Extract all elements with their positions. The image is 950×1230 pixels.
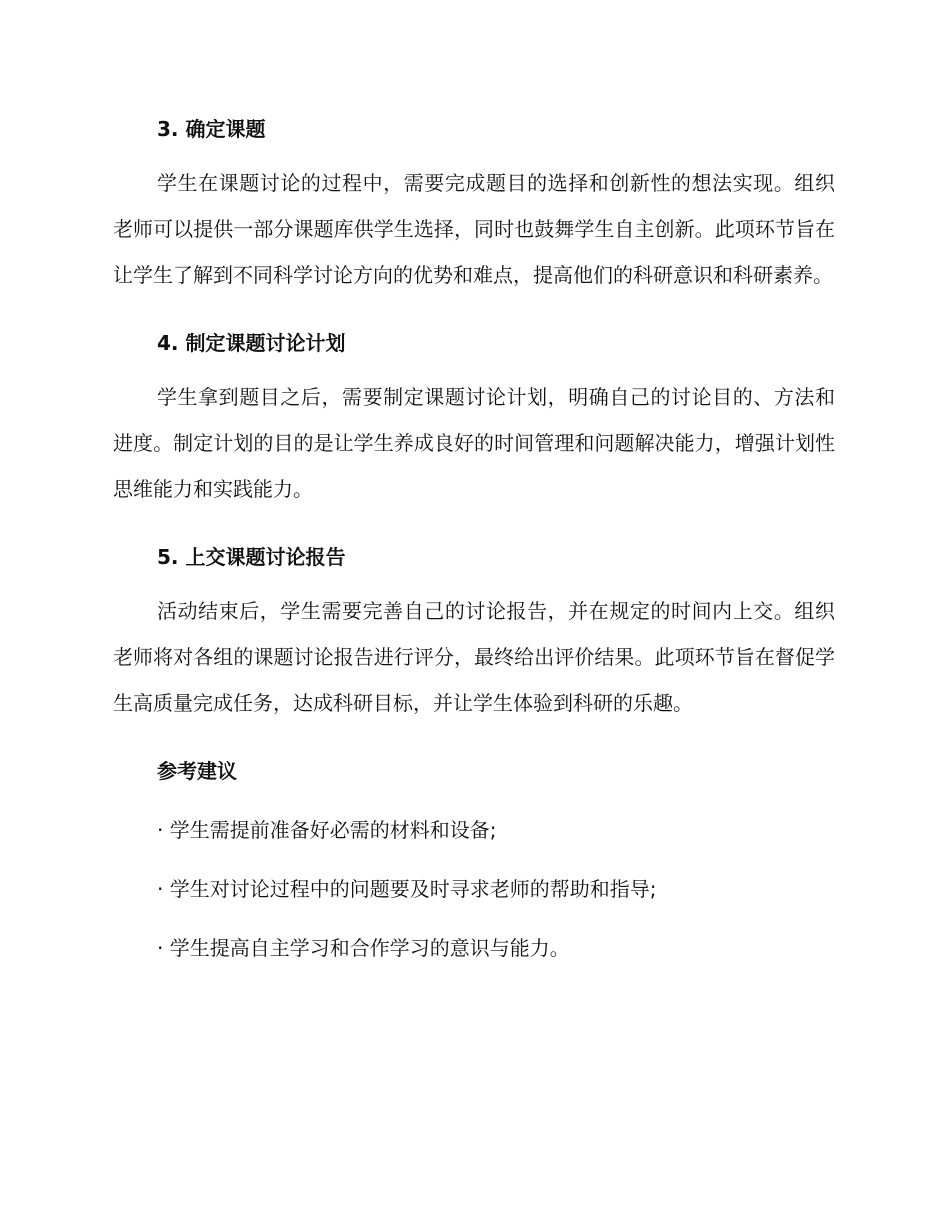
suggestion-item: · 学生提高自主学习和合作学习的意识与能力。 — [157, 936, 570, 960]
section-paragraph-3: 学生在课题讨论的过程中，需要完成题目的选择和创新性的想法实现。组织老师可以提供一部分课题库供学生选择，同时也鼓舞学生自主创新。此项环节旨在让学生了解到不同科学讨论方向的优势和难点，提高他们的科研意识和科研素养。 — [113, 171, 835, 287]
suggestion-item: · 学生对讨论过程中的问题要及时寻求老师的帮助和指导; — [157, 877, 657, 901]
section-heading-5: 5. 上交课题讨论报告 — [157, 545, 346, 569]
suggestion-item: · 学生需提前准备好必需的材料和设备; — [157, 818, 497, 842]
section-paragraph-4: 学生拿到题目之后，需要制定课题讨论计划，明确自己的讨论目的、方法和进度。制定计划的目的是让学生养成良好的时间管理和问题解决能力，增强计划性思维能力和实践能力。 — [113, 385, 835, 501]
suggestions-heading: 参考建议 — [157, 759, 237, 783]
section-heading-4: 4. 制定课题讨论计划 — [157, 331, 346, 355]
section-paragraph-5: 活动结束后，学生需要完善自己的讨论报告，并在规定的时间内上交。组织老师将对各组的课题讨论报告进行评分，最终给出评价结果。此项环节旨在督促学生高质量完成任务，达成科研目标，并让学生体验到科研的乐趣。 — [113, 599, 835, 715]
document-body — [113, 112, 835, 963]
section-heading-3: 3. 确定课题 — [157, 117, 266, 141]
